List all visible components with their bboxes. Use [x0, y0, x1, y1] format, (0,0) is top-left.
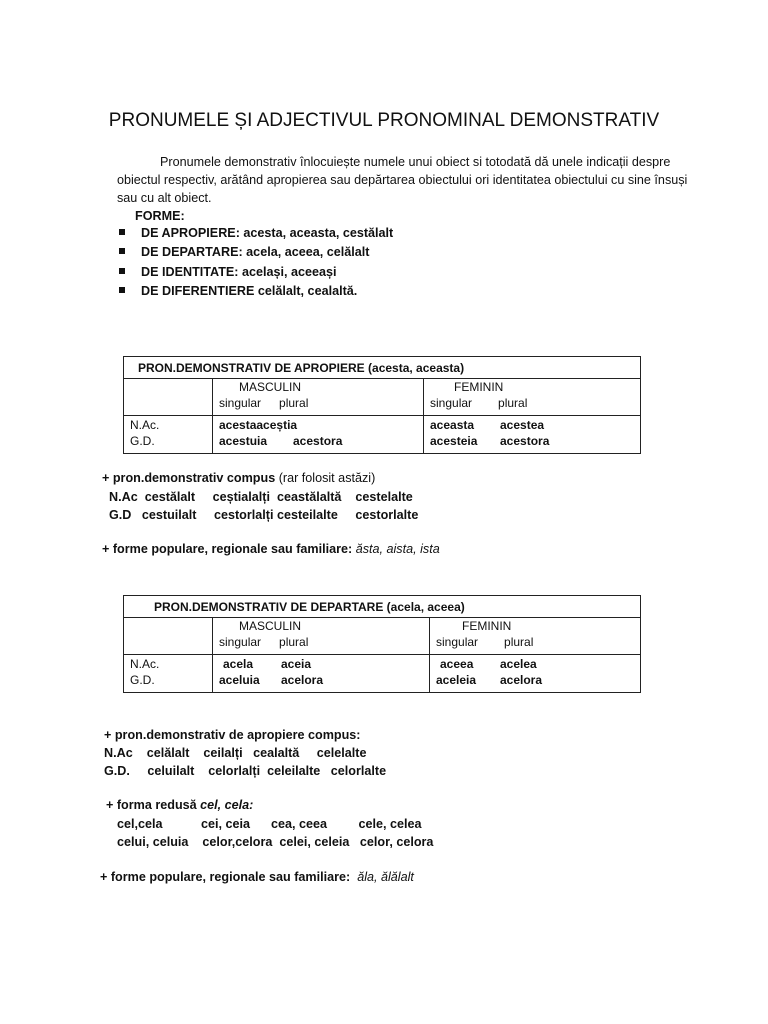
compus2-heading: + pron.demonstrativ de apropiere compus: [104, 728, 361, 742]
compus1-gd: G.D cestuilalt cestorlalți cesteilalte cestorlalte [109, 508, 419, 522]
form-cell: acestea [500, 418, 545, 432]
bullet-text: DE DEPARTARE: acela, aceea, celălalt [141, 245, 370, 259]
singular-label: singular [219, 635, 262, 649]
bullet-diferentiere [119, 284, 357, 298]
feminin-forms [424, 416, 641, 454]
intro-line-1: Pronumele demonstrativ înlocuiește numele unui obiect si totodată dă unele indicații despre [160, 155, 671, 169]
feminin-header [430, 618, 641, 655]
bullet-apropiere [119, 226, 393, 240]
singular-label: singular [430, 396, 473, 410]
plural-label: plural [279, 396, 309, 410]
bullet-icon [119, 268, 125, 274]
compus1-heading-note: (rar folosit astăzi) [275, 471, 376, 485]
feminin-label: FEMININ [462, 619, 512, 633]
compus2-gd: G.D. celuilalt celorlalți celeilalte celorlalte [104, 764, 387, 778]
bullet-text: DE APROPIERE: acesta, aceasta, cestălalt [141, 226, 394, 240]
plural-label: plural [504, 635, 534, 649]
feminin-header [424, 379, 641, 416]
singular-label: singular [436, 635, 479, 649]
case-column [124, 655, 213, 693]
bullet-identitate [119, 265, 337, 279]
intro-line-3: sau cu alt obiect. [117, 191, 212, 205]
form-cell: acestuia [219, 434, 268, 448]
empty-cell [124, 618, 213, 655]
page-title: PRONUMELE ȘI ADJECTIVUL PRONOMINAL DEMONSTRATIV [108, 110, 660, 131]
compus1-heading-bold: + pron.demonstrativ compus [102, 471, 276, 485]
table-title: PRON.DEMONSTRATIV DE DEPARTARE (acela, aceea) [124, 596, 641, 618]
popular2-line [100, 870, 414, 884]
form-cell: acestora [293, 434, 343, 448]
popular2-forms: ăla, ălălalt [350, 870, 414, 884]
compus1-heading [102, 471, 375, 485]
compus2-nac: N.Ac celălalt ceilalți cealaltă celelalte [104, 746, 367, 760]
bullet-icon [119, 229, 125, 235]
masculin-forms [213, 416, 424, 454]
feminin-label: FEMININ [454, 380, 504, 394]
case-nac: N.Ac. [130, 418, 160, 432]
form-cell: aceleia [436, 673, 477, 687]
intro-line-2: obiectul respectiv, arătând apropierea sau depărtarea obiectului ori identitatea obiectului cu sine însuși [117, 173, 688, 187]
table-departare [123, 595, 641, 693]
singular-label: singular [219, 396, 262, 410]
bullet-text: DE DIFERENTIERE celălalt, cealaltă. [141, 284, 358, 298]
forme-heading: FORME: [135, 209, 185, 223]
table-title: PRON.DEMONSTRATIV DE APROPIERE (acesta, aceasta) [124, 357, 641, 379]
plural-label: plural [498, 396, 528, 410]
bullet-icon [119, 287, 125, 293]
redusa-heading-forms: cel, cela: [196, 798, 254, 812]
masculin-header [213, 618, 430, 655]
form-cell: aceluia [219, 673, 260, 687]
form-cell: aceștia [256, 418, 298, 432]
bullet-icon [119, 248, 125, 254]
compus1-nac: N.Ac cestălalt ceștialalți ceastălaltă cestelalte [109, 490, 413, 504]
redusa-heading-bold: + forma redusă [106, 798, 197, 812]
popular1-label: + forme populare, regionale sau familiare: [102, 542, 353, 556]
form-cell: acestora [500, 434, 550, 448]
form-cell: aceasta [430, 418, 475, 432]
popular1-forms: ăsta, aista, ista [352, 542, 440, 556]
case-gd: G.D. [130, 673, 155, 687]
empty-cell [124, 379, 213, 416]
form-cell: acelora [500, 673, 543, 687]
form-cell: acela [223, 657, 254, 671]
plural-label: plural [279, 635, 309, 649]
form-cell: aceia [281, 657, 312, 671]
bullet-departare [119, 245, 369, 259]
redusa-line-2: celui, celuia celor,celora celei, celeia celor, celora [117, 835, 434, 849]
masculin-forms [213, 655, 430, 693]
masculin-label: MASCULIN [239, 619, 302, 633]
masculin-label: MASCULIN [239, 380, 302, 394]
feminin-forms [430, 655, 641, 693]
case-gd: G.D. [130, 434, 155, 448]
masculin-header [213, 379, 424, 416]
form-cell: acelea [500, 657, 537, 671]
redusa-heading [106, 798, 253, 812]
case-column [124, 416, 213, 454]
popular1-line [102, 542, 440, 556]
bullet-text: DE IDENTITATE: același, aceeași [141, 265, 337, 279]
form-cell: acesta [219, 418, 257, 432]
form-cell: acelora [281, 673, 324, 687]
form-cell: acesteia [430, 434, 478, 448]
table-apropiere [123, 356, 641, 454]
form-cell: aceea [440, 657, 474, 671]
popular2-label: + forme populare, regionale sau familiare: [100, 870, 351, 884]
case-nac: N.Ac. [130, 657, 160, 671]
redusa-line-1: cel,cela cei, ceia cea, ceea cele, celea [117, 817, 422, 831]
